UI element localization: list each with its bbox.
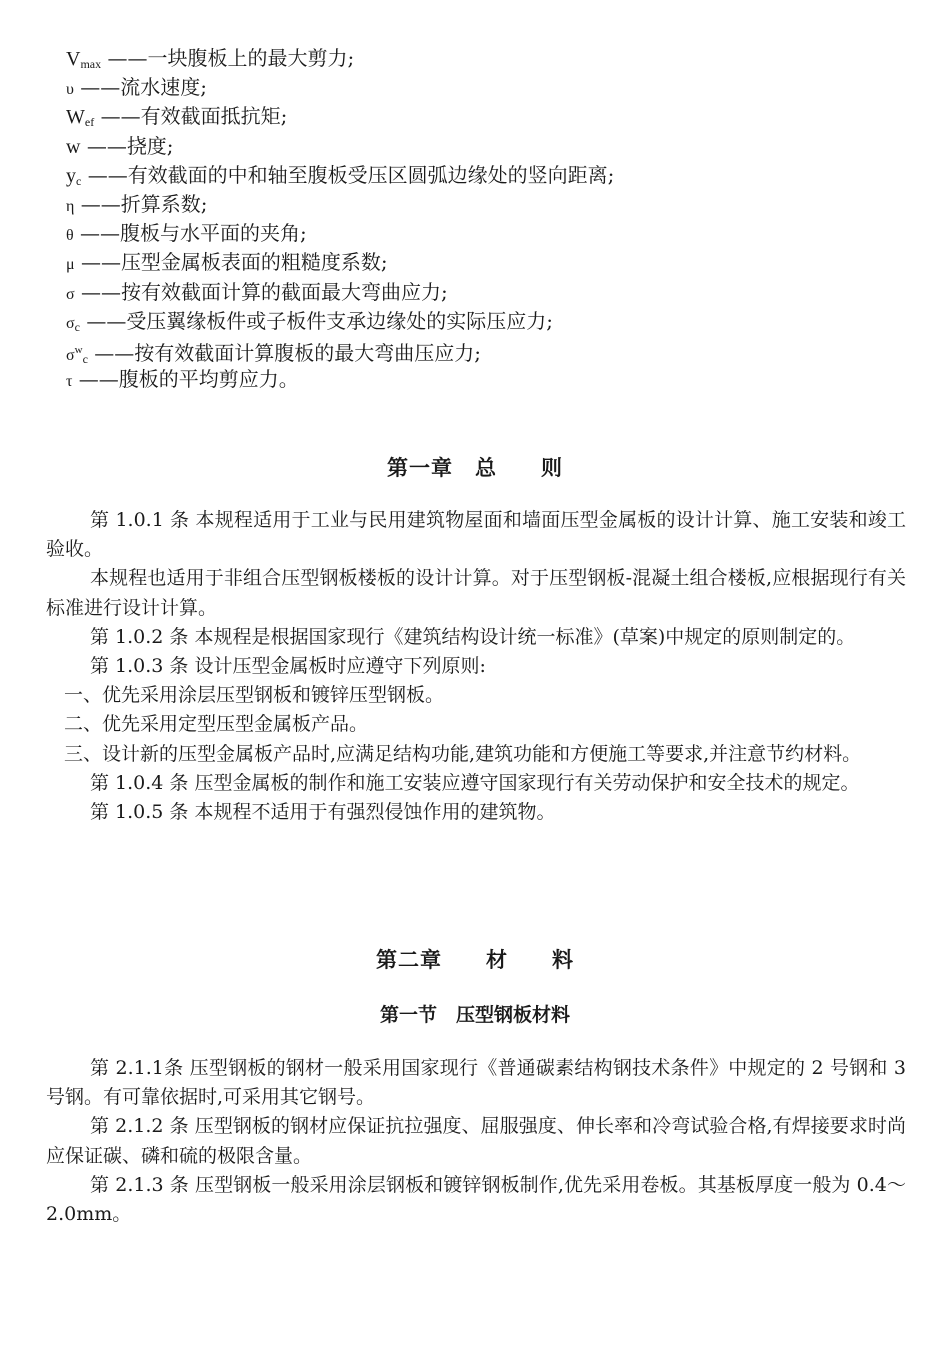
- article-paragraph: 第 1.0.4 条 压型金属板的制作和施工安装应遵守国家现行有关劳动保护和安全技术的规定。: [90, 771, 860, 794]
- symbol: μ: [66, 256, 75, 274]
- symbol: $W_{ef}$: [66, 106, 95, 130]
- symbol-row: [66, 132, 906, 161]
- symbol-description: ——挠度;: [86, 133, 174, 158]
- article-paragraph: 第 2.1.3 条 压型钢板一般采用涂层钢板和镀锌钢板制作,优先采用卷板。其基板厚度一般为 0.4～2.0mm。: [46, 1173, 906, 1226]
- symbol-description: ——腹板的平均剪应力。: [78, 367, 299, 392]
- symbol-description: ——按有效截面计算的截面最大弯曲应力;: [80, 279, 448, 304]
- symbol-description: ——腹板与水平面的夹角;: [80, 221, 307, 246]
- symbol-row: [66, 102, 906, 131]
- symbol-row: [66, 44, 906, 73]
- symbol-row: [66, 73, 906, 102]
- symbol-description: ——折算系数;: [80, 191, 208, 216]
- symbol-row: [66, 161, 906, 190]
- symbol-description: ——流水速度;: [80, 75, 208, 100]
- symbol: η: [66, 197, 75, 215]
- symbol: θ: [66, 227, 74, 245]
- section-title: 第一节 压型钢板材料: [379, 1004, 570, 1026]
- symbol: $\sigma_c$: [66, 314, 80, 334]
- symbol-row: [66, 307, 906, 336]
- symbol-description: ——一块腹板上的最大剪力;: [107, 46, 355, 70]
- article-paragraph: 第 1.0.5 条 本规程不适用于有强烈侵蚀作用的建筑物。: [90, 801, 556, 824]
- symbol-list: [66, 44, 906, 394]
- article-paragraph: 第 1.0.3 条 设计压型金属板时应遵守下列原则:: [90, 655, 486, 678]
- symbol-description: ——有效截面的中和轴至腹板受压区圆弧边缘处的竖向距离;: [87, 162, 615, 187]
- symbol-description: ——按有效截面计算腹板的最大弯曲压应力;: [94, 340, 482, 365]
- chapter-title: 第一章 总 则: [387, 456, 563, 480]
- symbol-description: ——压型金属板表面的粗糙度系数;: [80, 250, 388, 275]
- article-paragraph: 第 2.1.2 条 压型钢板的钢材应保证抗拉强度、屈服强度、伸长率和冷弯试验合格,有焊接要求时尚应保证碳、磷和硫的极限含量。: [46, 1115, 906, 1167]
- symbol-row: [66, 219, 906, 248]
- symbol: $\sigma^w_c$: [66, 343, 88, 366]
- chapter-two-body: [46, 1054, 906, 1229]
- symbol-description: ——有效截面抵抗矩;: [100, 104, 288, 129]
- symbol: $y_c$: [66, 164, 82, 188]
- symbol: w: [66, 135, 81, 158]
- article-paragraph: 第 1.0.1 条 本规程适用于工业与民用建筑物屋面和墙面压型金属板的设计计算、施工安装和竣工验收。: [46, 509, 906, 561]
- list-item: 二、优先采用定型压型金属板产品。: [64, 713, 369, 736]
- symbol-description: ——受压翼缘板件或子板件支承边缘处的实际压应力;: [86, 308, 554, 333]
- symbol: υ: [66, 81, 74, 99]
- chapter-one-body: [46, 506, 906, 827]
- symbol: σ: [66, 285, 75, 303]
- article-paragraph: 本规程也适用于非组合压型钢板楼板的设计计算。对于压型钢板-混凝土组合楼板,应根据现行有关标准进行设计计算。: [46, 567, 906, 619]
- symbol-row: [66, 336, 906, 365]
- symbol: τ: [66, 373, 73, 391]
- symbol-row: [66, 365, 906, 394]
- symbol-row: [66, 190, 906, 219]
- article-paragraph: 第 1.0.2 条 本规程是根据国家现行《建筑结构设计统一标准》(草案)中规定的原则制定的。: [90, 625, 856, 648]
- chapter-title: 第二章 材 料: [376, 948, 574, 972]
- symbol-row: [66, 278, 906, 307]
- list-item: 一、优先采用涂层压型钢板和镀锌压型钢板。: [64, 684, 445, 707]
- article-paragraph: 第 2.1.1条 压型钢板的钢材一般采用国家现行《普通碳素结构钢技术条件》中规定的 2 号钢和 3 号钢。有可靠依据时,可采用其它钢号。: [46, 1057, 906, 1109]
- symbol-row: [66, 248, 906, 277]
- symbol: $V_{max}$: [66, 48, 102, 71]
- list-item: 三、设计新的压型金属板产品时,应满足结构功能,建筑功能和方便施工等要求,并注意节约材料。: [64, 742, 862, 765]
